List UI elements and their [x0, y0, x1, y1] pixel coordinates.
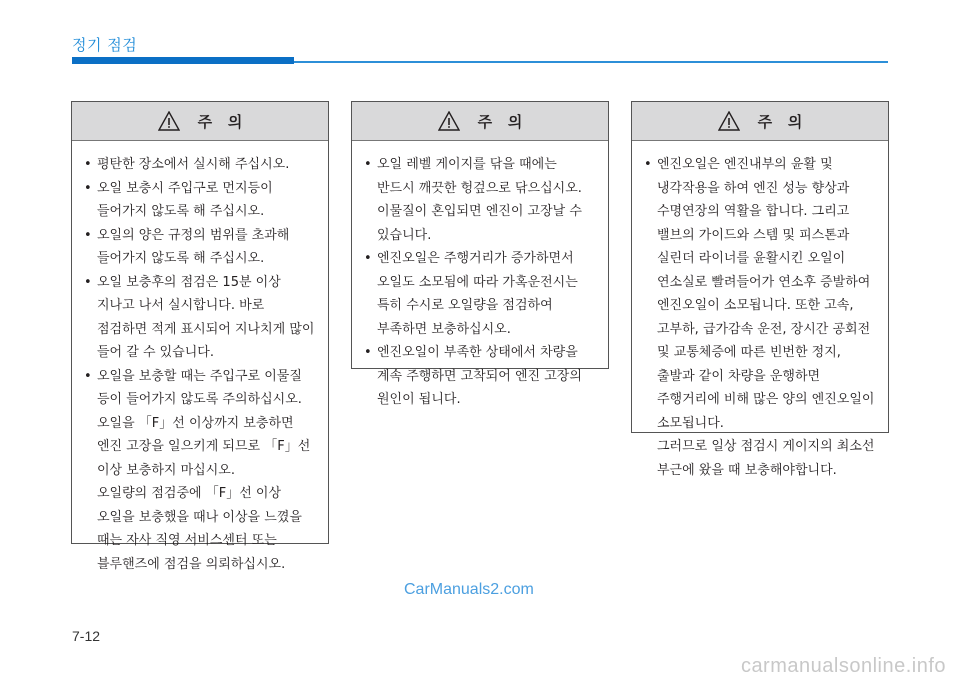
list-item [84, 177, 318, 224]
item-text: 오일 레벨 게이지를 닦을 때에는 반드시 깨끗한 헝겊으로 닦으십시오. 이물질이 혼입되면 엔진이 고장날 수 있습니다. [377, 157, 582, 243]
warning-triangle-icon [438, 111, 460, 131]
item-text: 엔진오일이 부족한 상태에서 차량을 계속 주행하면 고착되어 엔진 고장의 원인이 됩니다. [377, 345, 582, 407]
item-text: 엔진오일은 주행거리가 증가하면서 오일도 소모됨에 따라 가혹운전시는 특히 수시로 오일량을 점검하여 부족하면 보충하십시오. [377, 251, 578, 337]
caution-header [632, 102, 888, 141]
item-text: 오일 보충후의 점검은 15분 이상 지나고 나서 실시합니다. 바로 점검하면 적게 표시되어 지나치게 많이 들어 갈 수 있습니다. [97, 274, 315, 360]
caution-box-3 [631, 101, 889, 478]
warning-triangle-icon [158, 111, 180, 131]
item-text-continued: 오일량의 점검중에 「F」선 이상 오일을 보충했을 때나 이상을 느꼈을 때는 자사 직영 서비스센터 또는 블루핸즈에 점검을 의뢰하십시오. [97, 486, 302, 572]
caution-title: 주 의 [757, 112, 803, 131]
section-title: 정기 점검 [72, 36, 138, 54]
bullet: • [84, 368, 92, 384]
footer-watermark: carmanualsonline.info [740, 655, 946, 677]
warning-triangle-icon [718, 111, 740, 131]
bullet: • [84, 157, 92, 172]
caution-box-2 [351, 101, 609, 407]
bullet: • [364, 157, 372, 172]
item-text: 오일을 보충할 때는 주입구로 이물질 등이 들어가지 않도록 주의하십시오. 오일을 「F」선 이상까지 보충하면 엔진 고장을 일으키게 되므로 「F」선 이상 보충하지 마십시오. [97, 368, 311, 478]
item-text-continued: 그러므로 일상 점검시 게이지의 최소선 부근에 왔을 때 보충해야합니다. [657, 439, 875, 478]
list-item [84, 153, 318, 177]
bullet: • [84, 180, 92, 196]
list-item [84, 365, 318, 577]
list-item [84, 224, 318, 271]
list-item [364, 153, 598, 247]
bullet: • [84, 274, 92, 290]
item-text: 오일의 양은 규정의 범위를 초과해 들어가지 않도록 해 주십시오. [97, 227, 290, 266]
bullet: • [364, 251, 372, 266]
caution-title: 주 의 [477, 112, 523, 131]
header-rule-thick [72, 57, 294, 64]
bullet: • [364, 345, 372, 360]
page-number: 7-12 [72, 628, 101, 644]
item-text: 오일 보충시 주입구로 먼지등이 들어가지 않도록 해 주십시오. [97, 180, 273, 219]
list-item [364, 247, 598, 341]
watermark-link[interactable]: CarManuals2.com [404, 581, 534, 598]
caution-header [352, 102, 608, 141]
header-rule-thin [294, 61, 888, 63]
caution-title: 주 의 [197, 112, 243, 131]
list-item [644, 153, 878, 482]
caution-list [352, 141, 608, 422]
caution-list [632, 141, 888, 492]
bullet: • [644, 157, 652, 172]
list-item [84, 271, 318, 365]
caution-box-1 [71, 101, 329, 572]
item-text: 엔진오일은 엔진내부의 윤활 및 냉각작용을 하여 엔진 성능 향상과 수명연장의 역활을 합니다. 그리고 밸브의 가이드와 스템 및 피스톤과 실린더 라이너를 윤활시킨 오일이 연소실로 빨려들어가 연소후 증발하여 엔진오일이 소모됩니다. 또한 고속, 고부하, 급가감속 운전, 장시간 공회전 및 교통체증에 따른 빈번한 정지, 출발과 같이 차량을 운행하면 주행거리에 비해 많은 양의 엔진오일이 소모됩니다. [657, 157, 875, 431]
bullet: • [84, 227, 92, 243]
list-item [364, 341, 598, 412]
item-text: 평탄한 장소에서 실시해 주십시오. [97, 157, 290, 172]
caution-header [72, 102, 328, 141]
caution-list [72, 141, 328, 586]
